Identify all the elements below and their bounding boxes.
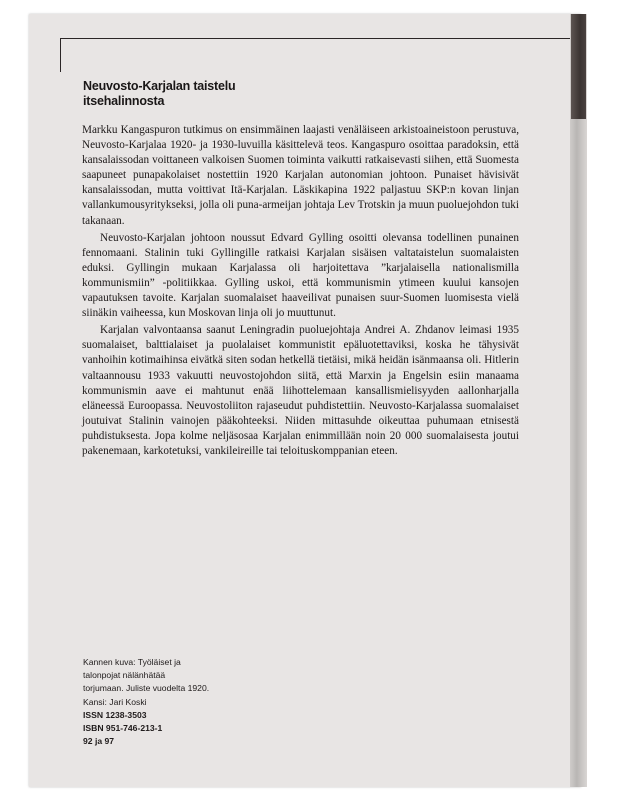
- isbn-number: ISBN 951-746-213-1: [83, 723, 163, 734]
- book-title-line-1: Neuvosto-Karjalan taistelu: [83, 79, 236, 93]
- credits-designer: Kansi: Jari Koski: [83, 696, 147, 707]
- issn-number: ISSN 1238-3503: [83, 709, 147, 720]
- book-spine-edge: [570, 14, 587, 787]
- spine-dark-band: [571, 14, 586, 119]
- credits-line-1: Kannen kuva: Työläiset ja: [83, 657, 181, 667]
- credits-line-3: torjumaan. Juliste vuodelta 1920.: [83, 683, 210, 694]
- blurb-paragraph-2: Neuvosto-Karjalan johtoon noussut Edvard Gylling osoitti olevansa todellinen punainen fennomaani. Stalinin tuki Gyllingille ratkaisi Karjalan sisäisen valtataistelun suomalaisten eduksi. Gyllingin mukaan Karjalassa oli harjoitettava ”karjalaisella nationalismilla kommunismiin” -politiikkaa. Gylling uskoi, että kommunismin ytimeen kuului kansojen vapautuksen tavoite. Karjalan suomalaiset haaveilivat punaisen suur-Suomen luomisesta vielä siinäkin vaiheessa, kun Moskovan linja oli jo muuttunut.: [82, 231, 519, 320]
- cover-credits: [83, 656, 283, 748]
- blurb-paragraph-3: Karjalan valvontaansa saanut Leningradin puoluejohtaja Andrei A. Zhdanov leimasi 1935 suomalaiset, balttialaiset ja puolalaiset kommunistit epäluotettaviksi, koska he tähysivät vanhoihin kotimaihinsa eivätkä siten sodan hetkellä tietäisi, mikä heidän isänmaansa oli. Hitlerin valtaannousu 1933 vakuutti neuvostojohdon siitä, että Marxin ja Engelsin esiin manaama kommunismin aave ei mahtunut enää liihottelemaan kansallismielisyyden aallonharjalla eläneessä Euroopassa. Neuvostoliiton rajaseudut puhdistettiin. Neuvosto-Karjalassa suomalaiset joutuivat Stalinin vainojen pääkohteeksi. Niiden mittasuhde oikeuttaa puhumaan etnisestä puhdistuksesta. Jopa kolme neljäsosaa Karjalan enimmillään noin 20 000 suomalaisesta joutui pakenemaan, karkotetuksi, vankileireille tai teloituskomppanian eteen.: [82, 324, 519, 457]
- blurb-paragraph-1: Markku Kangaspuron tutkimus on ensimmäinen laajasti venäläiseen arkistoaineistoon perustuva, Neuvosto-Karjalaa 1920- ja 1930-luvuilla käsittelevä teos. Kangaspuro osoittaa paradoksin, että kansalaissodan voittaneen valkoisen Suomen toiminta vaikutti ratkaisevasti siihen, että Suomesta saapuneet punapakolaiset nostettiin 1920 Karjalan autonomian johtoon. Punaiset hävisivät kansalaissodan, mutta voittivat Itä-Karjalan. Läskikapina 1922 paljastuu SKP:n kovan linjan vallankumousyritykseksi, jolla oli puna-armeijan johtaja Lev Trotskin ja muun puoluejohdon tuki takanaan.: [82, 124, 519, 227]
- credits-line-2: talonpojat nälänhätää: [83, 670, 166, 681]
- corner-rule-horizontal: [60, 38, 570, 39]
- series-numbers: 92 ja 97: [83, 736, 115, 747]
- book-title-line-2: itsehalinnosta: [83, 94, 165, 108]
- blurb-text: [82, 123, 519, 461]
- book-title: [83, 79, 383, 109]
- corner-rule-vertical: [60, 38, 61, 72]
